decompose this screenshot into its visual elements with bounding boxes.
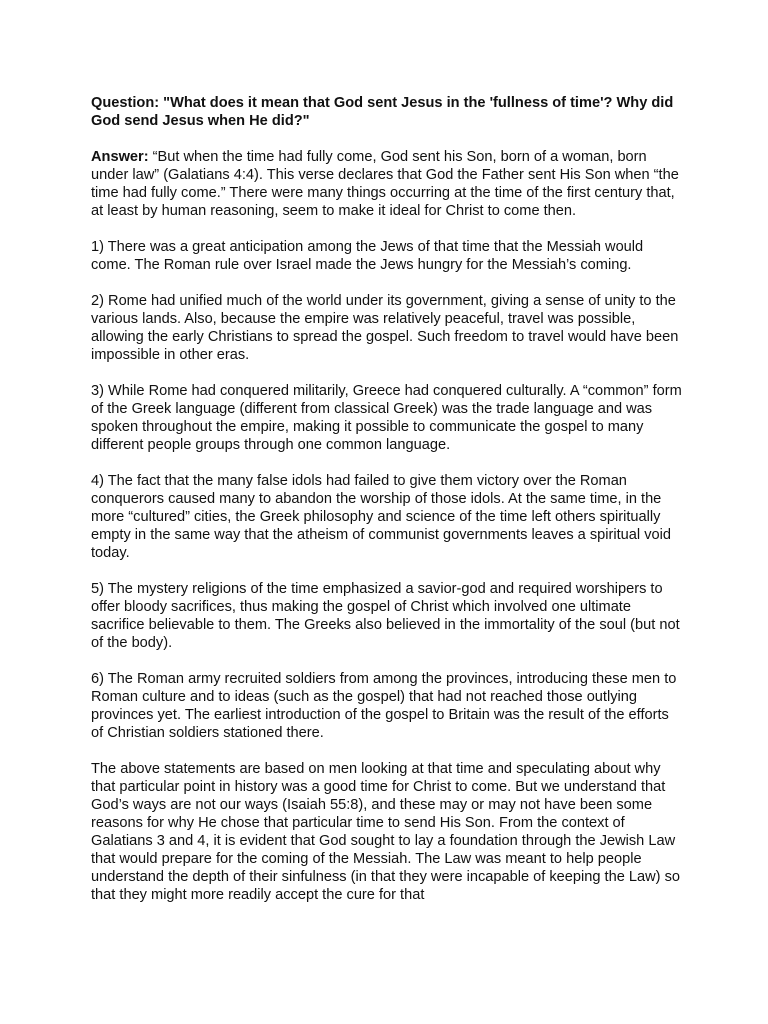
answer-label: Answer: (91, 149, 149, 165)
point-4: 4) The fact that the many false idols had failed to give them victory over the Roman conquerors caused many to abandon the worship of those idols. At the same time, in the more “cultured” cities, the Greek philosophy and science of the time left others spiritually empty in the same way that the atheism of communist governments leaves a spiritual void today. (91, 473, 671, 561)
question-heading: Question: "What does it mean that God sent Jesus in the 'fullness of time'? Why did God send Jesus when He did?" (91, 95, 674, 129)
point-5: 5) The mystery religions of the time emphasized a savior-god and required worshipers to offer bloody sacrifices, thus making the gospel of Christ which involved one ultimate sacrifice believable to them. The Greeks also believed in the immortality of the soul (but not of the body). (91, 581, 680, 651)
answer-paragraph (91, 148, 683, 220)
point-2: 2) Rome had unified much of the world under its government, giving a sense of unity to the various lands. Also, because the empire was relatively peaceful, travel was possible, allowing the early Christians to spread the gospel. Such freedom to travel would have been impossible in other eras. (91, 293, 679, 363)
point-3: 3) While Rome had conquered militarily, Greece had conquered culturally. A “common” form of the Greek language (different from classical Greek) was the trade language and was spoken throughout the empire, making it possible to communicate the gospel to many different people groups through one common language. (91, 383, 682, 453)
document-body (91, 94, 683, 922)
closing-paragraph: The above statements are based on men looking at that time and speculating about why that particular point in history was a good time for Christ to come. But we understand that God’s ways are not our ways (Isaiah 55:8), and these may or may not have been some reasons for why He chose that particular time to send His Son. From the context of Galatians 3 and 4, it is evident that God sought to lay a foundation through the Jewish Law that would prepare for the coming of the Messiah. The Law was meant to help people understand the depth of their sinfulness (in that they were incapable of keeping the Law) so that they might more readily accept the cure for that (91, 761, 680, 903)
point-1: 1) There was a great anticipation among the Jews of that time that the Messiah would come. The Roman rule over Israel made the Jews hungry for the Messiah’s coming. (91, 239, 644, 273)
point-6: 6) The Roman army recruited soldiers from among the provinces, introducing these men to Roman culture and to ideas (such as the gospel) that had not reached those outlying provinces yet. The earliest introduction of the gospel to Britain was the result of the efforts of Christian soldiers stationed there. (91, 671, 677, 741)
answer-text: “But when the time had fully come, God sent his Son, born of a woman, born under law” (Galatians 4:4). This verse declares that God the Father sent His Son when “the time had fully come.” There were many things occurring at the time of the first century that, at least by human reasoning, seem to make it ideal for Christ to come then. (91, 149, 679, 219)
